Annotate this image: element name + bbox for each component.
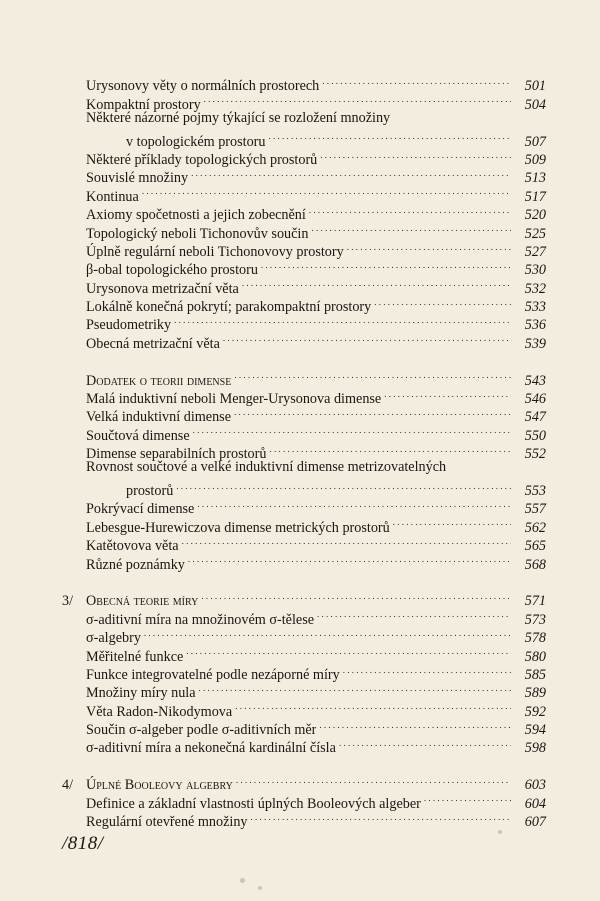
entry-page-number: 557 xyxy=(524,501,546,518)
entry-title: Dimense separabilních prostorů xyxy=(86,446,267,463)
entry-title: Kompaktní prostory xyxy=(86,96,201,113)
entry-title: Regulární otevřené množiny xyxy=(86,814,248,831)
entry-title: Měřitelné funkce xyxy=(86,648,184,665)
leader-dots xyxy=(322,72,511,90)
entry-title: σ-aditivní míra na množinovém σ-tělese xyxy=(86,611,315,628)
leader-dots xyxy=(343,661,511,679)
toc-entry-continuation xyxy=(62,127,546,150)
entry-title: Velká induktivní dimense xyxy=(86,409,232,426)
leader-dots xyxy=(374,293,511,311)
entry-page-number: 585 xyxy=(524,666,546,683)
entry-title: Věta Radon-Nikodymova xyxy=(86,703,233,720)
entry-title: Některé názorné pojmy týkající se rozložení množiny xyxy=(86,109,391,126)
leader-dots xyxy=(201,587,511,605)
entry-title: Topologický neboli Tichonovův součin xyxy=(86,225,309,242)
leader-dots xyxy=(251,808,511,826)
entry-title: Funkce integrovatelné podle nezáporné míry xyxy=(86,666,340,683)
entry-title: σ-aditivní míra a nekonečná kardinální čísla xyxy=(86,740,336,757)
toc-heading-row xyxy=(62,366,546,389)
entry-page-number: 568 xyxy=(524,556,546,573)
leader-dots xyxy=(191,164,511,182)
table-of-contents xyxy=(62,72,546,831)
leader-dots xyxy=(311,219,511,237)
entry-page-number: 520 xyxy=(524,207,546,224)
leader-dots xyxy=(197,495,511,513)
toc-heading-row xyxy=(62,771,546,794)
entry-page-number: 547 xyxy=(524,409,546,426)
entry-title: Pokrývací dimense xyxy=(86,501,195,518)
leader-dots xyxy=(424,789,511,807)
entry-page-number: 553 xyxy=(524,482,546,499)
toc-entry-row xyxy=(62,458,546,476)
entry-page-number: 607 xyxy=(524,814,546,831)
entry-page-number: 546 xyxy=(524,391,546,408)
entry-page-number: 562 xyxy=(524,519,546,536)
entry-page-number: 530 xyxy=(524,262,546,279)
leader-dots xyxy=(204,90,511,108)
leader-dots xyxy=(236,771,511,789)
leader-dots xyxy=(199,679,511,697)
leader-dots xyxy=(188,550,511,568)
entry-title: Součtová dimense xyxy=(86,427,190,444)
leader-dots xyxy=(142,182,511,200)
entry-title: Malá induktivní neboli Menger-Urysonova dimense xyxy=(86,391,382,408)
entry-page-number: 532 xyxy=(524,280,546,297)
leader-dots xyxy=(319,716,511,734)
entry-title: Různé poznámky xyxy=(86,556,185,573)
leader-dots xyxy=(347,238,511,256)
entry-page-number: 604 xyxy=(524,795,546,812)
entry-title: Rovnost součtové a velké induktivní dimense metrizovatelných xyxy=(86,459,447,476)
entry-title: Pseudometriky xyxy=(86,317,172,334)
entry-title: β-obal topologického prostoru xyxy=(86,262,258,279)
chapter-number: 4/ xyxy=(62,777,74,794)
entry-page-number: 589 xyxy=(524,685,546,702)
paper-speck xyxy=(258,886,262,890)
leader-dots xyxy=(269,440,511,458)
leader-dots xyxy=(174,311,511,329)
entry-page-number: 594 xyxy=(524,722,546,739)
entry-title: Lokálně konečná pokrytí; parakompaktní prostory xyxy=(86,299,372,316)
entry-title: Souvislé množiny xyxy=(86,170,189,187)
entry-page-number: 598 xyxy=(524,740,546,757)
toc-entry-row xyxy=(62,109,546,127)
entry-page-number: 578 xyxy=(524,630,546,647)
leader-dots xyxy=(182,532,511,550)
leader-dots xyxy=(393,513,511,531)
entry-page-number: 565 xyxy=(524,538,546,555)
entry-page-number: 507 xyxy=(524,133,546,150)
leader-dots xyxy=(234,366,511,384)
entry-title: Definice a základní vlastnosti úplných Booleových algeber xyxy=(86,795,421,812)
leader-dots xyxy=(235,697,511,715)
entry-page-number: 603 xyxy=(524,777,546,794)
entry-title: Obecná metrizační věta xyxy=(86,335,220,352)
entry-title: Součin σ-algeber podle σ-aditivních měr xyxy=(86,722,317,739)
leader-dots xyxy=(261,256,511,274)
entry-page-number: 513 xyxy=(524,170,546,187)
leader-dots xyxy=(384,385,511,403)
entry-page-number: 552 xyxy=(524,446,546,463)
chapter-number: 3/ xyxy=(62,593,74,610)
paper-speck xyxy=(498,830,502,834)
entry-page-number: 536 xyxy=(524,317,546,334)
toc-heading-row xyxy=(62,587,546,610)
entry-title: Katětovova věta xyxy=(86,538,179,555)
section-heading: Obecná teorie míry xyxy=(86,593,199,610)
leader-dots xyxy=(186,642,511,660)
leader-dots xyxy=(317,605,511,623)
entry-title: Úplně regulární neboli Tichonovovy prostory xyxy=(86,243,344,260)
paper-speck xyxy=(240,878,245,883)
leader-dots xyxy=(269,127,512,145)
entry-page-number: 501 xyxy=(524,78,546,95)
page-number: /818/ xyxy=(62,833,104,854)
entry-page-number: 573 xyxy=(524,611,546,628)
entry-title-continuation: v topologickém prostoru xyxy=(126,133,266,150)
leader-dots xyxy=(234,403,511,421)
entry-title-continuation: prostorů xyxy=(126,482,174,499)
entry-page-number: 517 xyxy=(524,188,546,205)
leader-dots xyxy=(339,734,511,752)
entry-page-number: 539 xyxy=(524,335,546,352)
leader-dots xyxy=(320,146,511,164)
entry-title: Axiomy spočetnosti a jejich zobecnění xyxy=(86,207,306,224)
entry-page-number: 592 xyxy=(524,703,546,720)
entry-page-number: 525 xyxy=(524,225,546,242)
entry-page-number: 580 xyxy=(524,648,546,665)
entry-title: Urysonovy věty o normálních prostorech xyxy=(86,78,320,95)
entry-title: Některé příklady topologických prostorů xyxy=(86,151,318,168)
toc-entry-continuation xyxy=(62,477,546,499)
leader-dots xyxy=(144,624,511,642)
entry-title: σ-algebry xyxy=(86,630,141,647)
leader-dots xyxy=(242,274,511,292)
leader-dots xyxy=(176,477,511,495)
toc-entry-row xyxy=(62,72,546,95)
leader-dots xyxy=(193,421,511,439)
entry-title: Urysonova metrizační věta xyxy=(86,280,239,297)
section-heading: Dodatek o teorii dimense xyxy=(86,372,232,389)
entry-page-number: 543 xyxy=(524,372,546,389)
leader-dots xyxy=(223,329,511,347)
entry-title: Množiny míry nula xyxy=(86,685,196,702)
entry-page-number: 509 xyxy=(524,151,546,168)
entry-page-number: 527 xyxy=(524,243,546,260)
leader-dots xyxy=(309,201,511,219)
entry-page-number: 533 xyxy=(524,299,546,316)
entry-page-number: 571 xyxy=(524,593,546,610)
entry-title: Kontinua xyxy=(86,188,139,205)
entry-title: Lebesgue-Hurewiczova dimense metrických prostorů xyxy=(86,519,390,536)
section-heading: Úplné Booleovy algebry xyxy=(86,777,233,794)
entry-page-number: 504 xyxy=(524,96,546,113)
entry-page-number: 550 xyxy=(524,427,546,444)
